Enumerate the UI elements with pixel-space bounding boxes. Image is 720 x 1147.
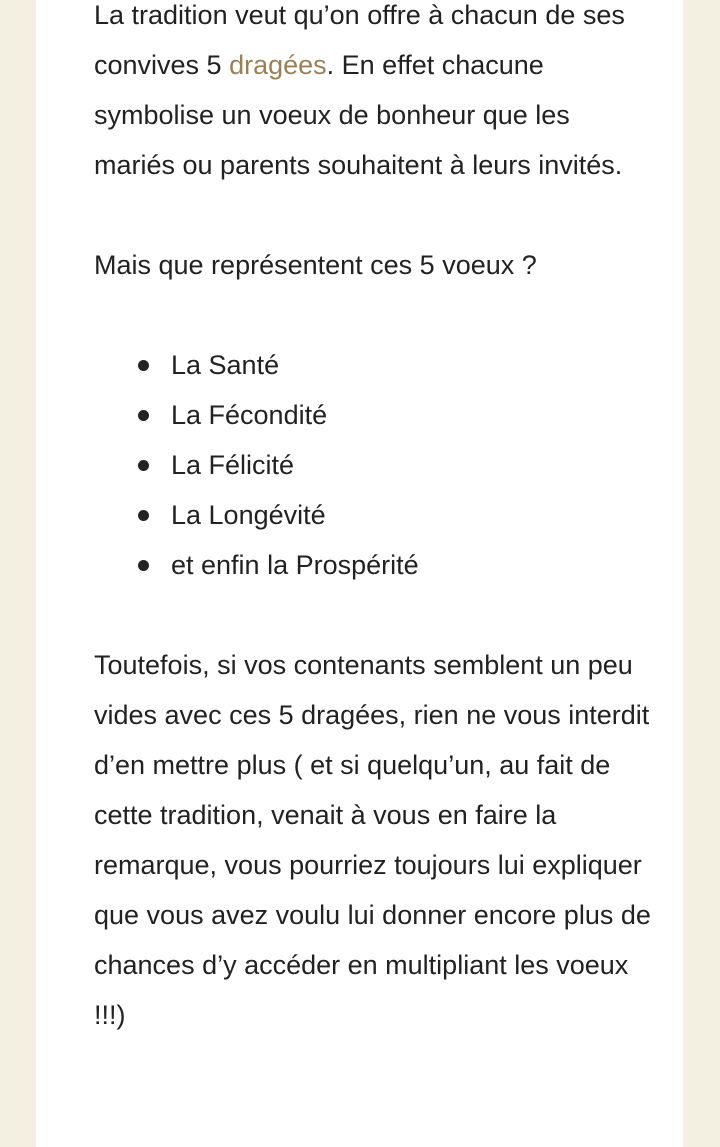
wish-label: La Longévité: [171, 500, 326, 530]
conclusion-paragraph: Toutefois, si vos contenants semblent un peu vides avec ces 5 dragées, rien ne vous interdit d’en mettre plus ( et si quelqu’un, au fait de cette tradition, venait à vous en faire la remarque, vous pourriez toujours lui expliquer que vous avez voulu lui donner encore plus de chances d’y accéder en multipliant les voeux !!!): [94, 650, 651, 1030]
dragees-link[interactable]: dragées: [229, 50, 327, 80]
bullet-icon: [138, 510, 149, 521]
wish-label: et enfin la Prospérité: [171, 550, 419, 580]
list-item: [94, 440, 654, 490]
paragraph-gap: [94, 590, 654, 640]
bullet-icon: [138, 410, 149, 421]
article-card: [36, 0, 683, 1147]
wish-label: La Santé: [171, 350, 280, 380]
intro-text-end: . En effet chacune symbolise un voeux de bonheur que les mariés ou parents souhaitent à leurs invités.: [94, 50, 623, 180]
wishes-list: [94, 340, 654, 590]
list-item: [94, 540, 654, 590]
article-body: [94, 0, 654, 1040]
list-item: [94, 340, 654, 390]
bullet-icon: [138, 560, 149, 571]
list-item: [94, 390, 654, 440]
intro-paragraph: [94, 0, 654, 190]
wish-label: La Fécondité: [171, 400, 328, 430]
wish-label: La Félicité: [171, 450, 295, 480]
bullet-icon: [138, 460, 149, 471]
intro-text-start: La tradition veut qu’on offre à chacun de ses convives 5: [94, 0, 625, 80]
paragraph-gap: [94, 190, 654, 240]
list-item: [94, 490, 654, 540]
question-paragraph: Mais que représentent ces 5 voeux ?: [94, 250, 537, 280]
bullet-icon: [138, 360, 149, 371]
paragraph-gap: [94, 290, 654, 340]
